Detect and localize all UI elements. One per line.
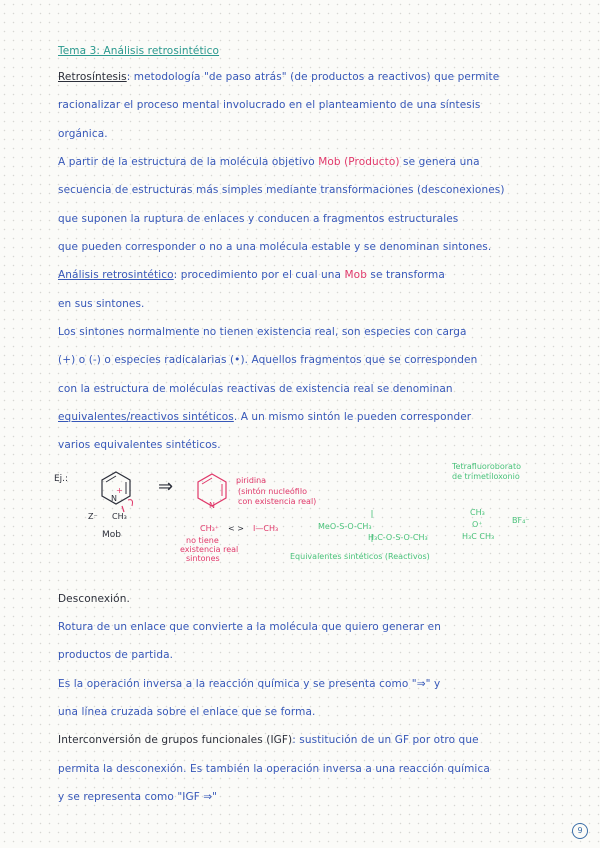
synthon-note-3: sintones (186, 554, 220, 563)
sintones-paragraph-line-3: con la estructura de moléculas reactivas de existencia real se denominan (58, 383, 453, 395)
example-label: Ej.: (54, 474, 69, 484)
mob-ch3-label: CH₃ (112, 512, 127, 521)
mob-n-label: N (111, 494, 117, 503)
retrosintesis-definition-line-2: racionalizar el proceso mental involucrado en el planteamiento de una síntesis (58, 99, 481, 111)
igf-arrow-symbol: "IGF ⇒" (177, 791, 218, 803)
desconexion-heading: Desconexión. (58, 593, 130, 605)
sintones-paragraph-line-1: Los sintones normalmente no tienen existencia real, son especies con carga (58, 326, 467, 338)
pyridine-note-3: con existencia real) (238, 497, 317, 506)
igf-term: Interconversión de grupos funcionales (IGF) (58, 734, 293, 746)
retrosynthesis-arrow: ⇒ (158, 476, 174, 497)
mob-counterion: Z⁻ (88, 512, 98, 521)
mob-term: Mob (Producto) (318, 156, 400, 168)
mob-paragraph-line-2: secuencia de estructuras más simples mediante transformaciones (desconexiones) (58, 184, 505, 196)
retrosintesis-definition-line-1: Retrosíntesis: metodología "de paso atrás" (de productos a reactivos) que permite (58, 71, 500, 83)
sintones-paragraph-line-2: (+) o (-) o especies radicalarias (•). Aquellos fragmentos que se corresponden (58, 354, 478, 366)
sintones-paragraph-line-5: varios equivalentes sintéticos. (58, 439, 221, 451)
pyridine-n-label: N (209, 501, 215, 510)
pyridine-note-1: piridina (236, 476, 267, 485)
analisis-definition-line-2: en sus sintones. (58, 298, 145, 310)
sulfate-sketch (360, 508, 420, 548)
igf-line-3: y se representa como "IGF ⇒" (58, 791, 218, 803)
reagent-name-2: de trimetiloxonio (452, 472, 520, 481)
analisis-definition-line-1: Análisis retrosintético: procedimiento por el cual una Mob se transforma (58, 269, 445, 281)
mob-plus-charge: + (116, 486, 123, 495)
synthon-note-1: no tiene (186, 536, 219, 545)
retrosintesis-term: Retrosíntesis (58, 71, 127, 83)
desconexion-line-4: una línea cruzada sobre el enlace que se forma. (58, 706, 316, 718)
igf-line-2: permita la desconexión. Es también la operación inversa a una reacción química (58, 763, 490, 775)
page-number: 9 (572, 823, 588, 839)
sintones-paragraph-line-4: equivalentes/reactivos sintéticos. A un mismo sintón le pueden corresponder (58, 411, 472, 423)
equivalents-label: Equivalentes sintéticos (Reactivos) (290, 552, 430, 561)
retrosintesis-definition-line-3: orgánica. (58, 128, 108, 140)
reagent-ch3-pair: H₃C CH₃ (462, 532, 495, 541)
synthon-resonance-arrow: < > (228, 524, 244, 533)
mob-paragraph-line-4: que pueden corresponder o no a una molécula estable y se denominan sintones. (58, 241, 492, 253)
pyridine-structure-diagram (190, 470, 240, 514)
equivalent-formula-2: H₃C-O-S-O-CH₃ (368, 533, 428, 542)
reagent-bf4: BF₄⁻ (512, 516, 530, 525)
desconexion-arrow-symbol: "⇒" (411, 678, 431, 690)
desconexion-line-2: productos de partida. (58, 649, 174, 661)
mob-paragraph-line-3: que suponen la ruptura de enlaces y conducen a fragmentos estructurales (58, 213, 459, 225)
pyridine-note-2: (sintón nucleófilo (238, 487, 307, 496)
equivalentes-term: equivalentes/reactivos sintéticos (58, 411, 234, 423)
reagent-ch3: CH₃ (470, 508, 485, 517)
page-title: Tema 3: Análisis retrosintético (58, 45, 220, 57)
desconexion-line-3: Es la operación inversa a la reacción química y se presenta como "⇒" y (58, 678, 441, 690)
equivalent-formula-1: MeO-S-O-CH₃ (318, 522, 372, 531)
mob-caption: Mob (102, 530, 121, 540)
reagent-oxonium: O⁺ (472, 520, 483, 529)
desconexion-line-1: Rotura de un enlace que convierte a la molécula que quiero generar en (58, 621, 441, 633)
synthon-radical: I—CH₃ (253, 524, 279, 533)
analisis-term: Análisis retrosintético (58, 269, 174, 281)
reagent-name-1: Tetrafluoroborato (452, 462, 521, 471)
igf-line-1: Interconversión de grupos funcionales (IGF): sustitución de un GF por otro que (58, 734, 479, 746)
synthon-ch3: CH₃⁺ (200, 524, 220, 533)
mob-paragraph-line-1: A partir de la estructura de la molécula objetivo Mob (Producto) se genera una (58, 156, 480, 168)
synthon-note-2: existencia real (180, 545, 239, 554)
